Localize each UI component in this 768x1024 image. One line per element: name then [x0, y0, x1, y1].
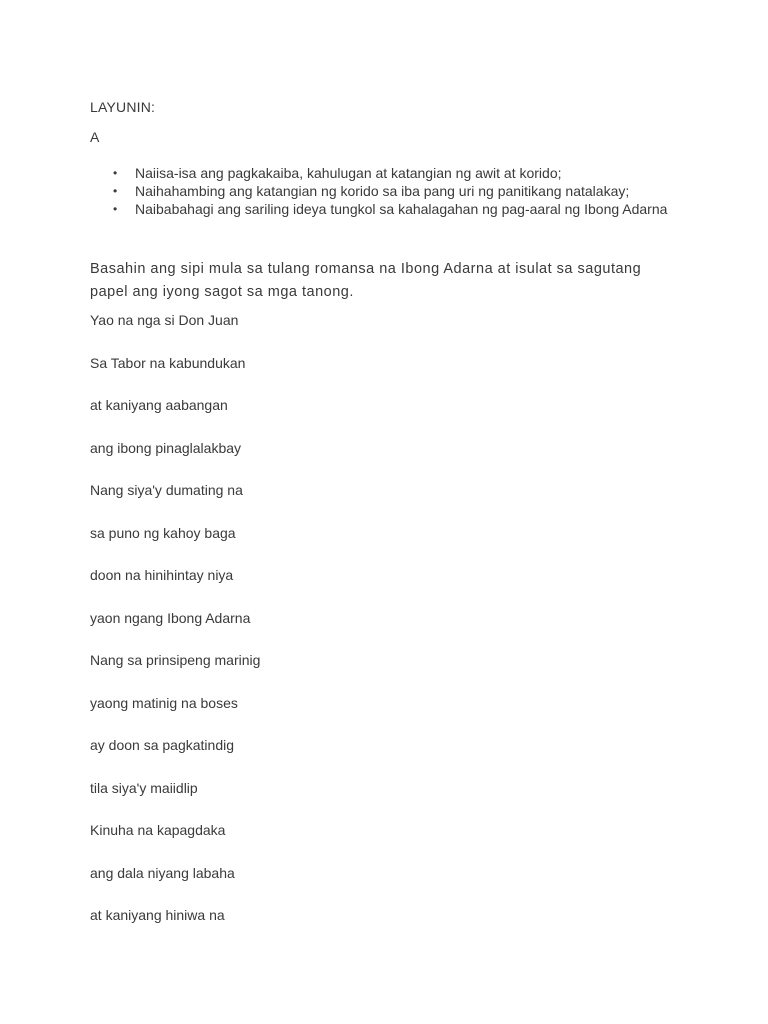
objective-item — [113, 182, 675, 200]
poem-line: ang dala niyang labaha — [90, 864, 235, 881]
poem-line: yaon ngang Ibong Adarna — [90, 609, 251, 626]
heading-layunin: LAYUNIN: — [90, 99, 156, 115]
subheading-a: A — [90, 129, 100, 145]
bullet-icon: • — [113, 184, 118, 198]
objective-text: Naihahambing ang katangian ng korido sa iba pang uri ng panitikang natalakay; — [135, 183, 630, 199]
objective-item — [113, 200, 675, 218]
poem-line: ang ibong pinaglalakbay — [90, 439, 242, 456]
poem-line: yaong matinig na boses — [90, 694, 238, 711]
poem-line: at kaniyang aabangan — [90, 397, 228, 413]
bullet-icon: • — [113, 166, 118, 180]
bullet-icon: • — [113, 202, 118, 216]
objective-text: Naibabahagi ang sariling ideya tungkol sa kahalagahan ng pag-aaral ng Ibong Adarna — [135, 201, 668, 217]
poem-line: Yao na nga si Don Juan — [90, 312, 239, 328]
poem-line: doon na hinihintay niya — [90, 567, 234, 583]
poem-line: at kaniyang hiniwa na — [90, 907, 225, 923]
poem-line: Sa Tabor na kabundukan — [90, 354, 246, 371]
poem-line: ay doon sa pagkatindig — [90, 737, 234, 753]
poem-line: Nang siya'y dumating na — [90, 482, 243, 498]
instructions-paragraph: Basahin ang sipi mula sa tulang romansa na Ibong Adarna at isulat sa sagutang papel ang iyong sagot sa mga tanong. — [90, 261, 642, 300]
poem-line: sa puno ng kahoy baga — [90, 524, 236, 541]
objective-item — [113, 164, 675, 182]
objective-text: Naiisa-isa ang pagkakaiba, kahulugan at katangian ng awit at korido; — [135, 165, 562, 181]
poem-excerpt — [90, 310, 260, 948]
poem-line: Kinuha na kapagdaka — [90, 822, 226, 838]
poem-line: tila siya'y maiidlip — [90, 779, 198, 796]
objectives-list — [90, 164, 675, 218]
poem-line: Nang sa prinsipeng marinig — [90, 652, 261, 668]
